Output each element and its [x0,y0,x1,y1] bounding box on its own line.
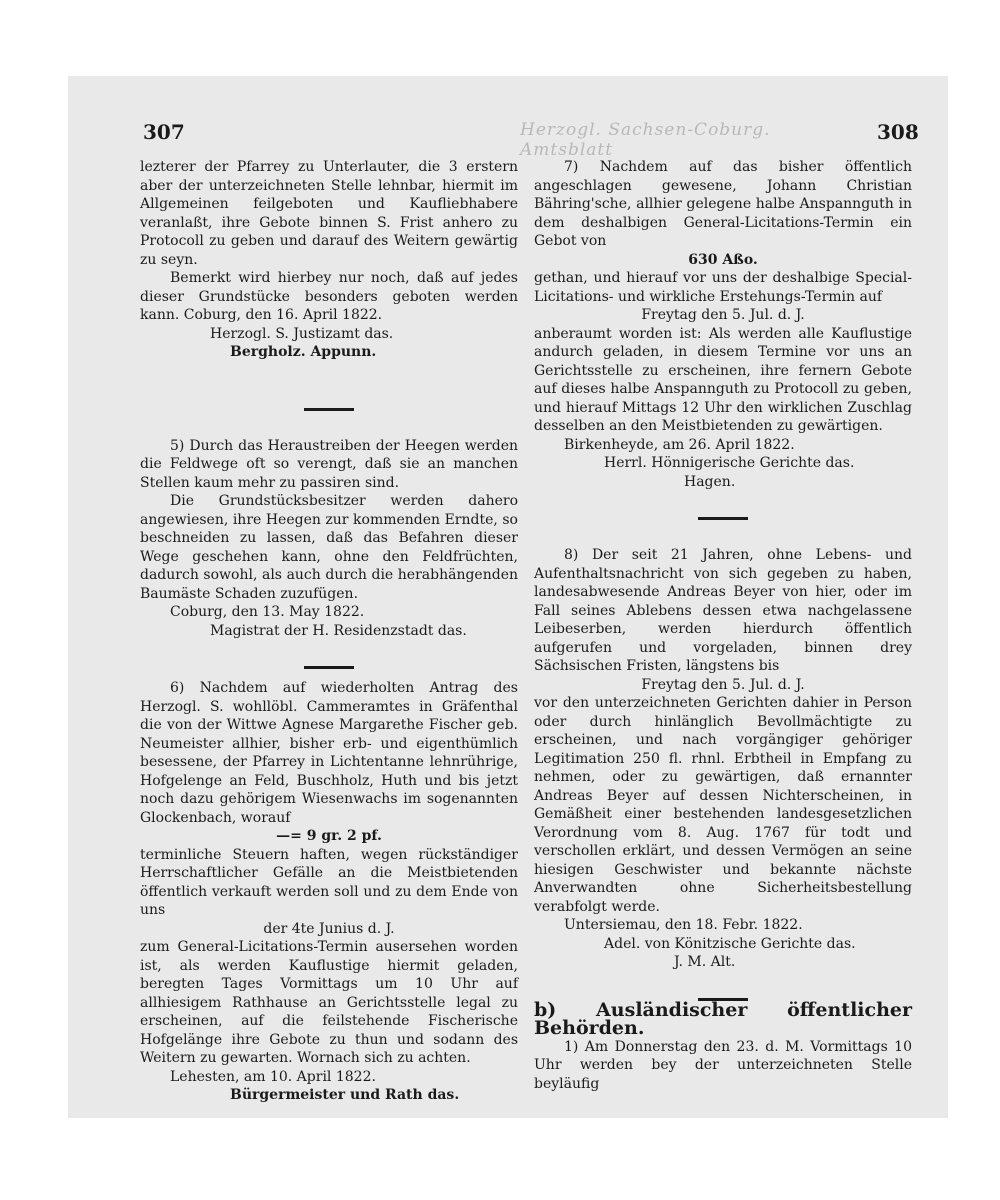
paragraph: 8) Der seit 21 Jahren, ohne Lebens- und Aufenthaltsnachricht von sich gegeben zu haben, landesabwesende Andreas Beyer von hier, oder im Fall seines Ablebens dessen etwa nachgelassene Leibeserben, werden hierdurch öffentlich aufgerufen und vorgeladen, binnen drey Sächsischen Fristen, längstens bis [534,547,912,674]
paragraph: anberaumt worden ist: Als werden alle Kauflustige andurch geladen, in diesem Termine vor uns an Gerichtsstelle zu erscheinen, ihre fernern Gebote auf dieses halbe Anspannguth zu Protocoll zu geben, und hierauf Mittags 12 Uhr den wirklichen Zuschlag desselben an den Meistbietenden zu gewärtigen. [534,325,912,434]
date-line: der 4te Junius d. J. [263,920,395,937]
spacer [534,491,912,517]
spacer [534,520,912,546]
section-heading: b) Ausländischer öffentlicher Behörden. [534,998,912,1039]
signature-names: J. M. Alt. [674,954,736,970]
date-line: Freytag den 5. Jul. d. J. [641,676,805,693]
paragraph: vor den unterzeichneten Gerichten dahier in Person oder durch hinlänglich Bevollmächtigte zu erscheinen, und nach vorgängiger gehöriger Legitimation 250 fl. rhnl. Erbtheil in Empfang zu nehmen, oder zu gewärtigen, daß ernannter Andreas Beyer auf dessen Nichterscheinen, in Gemäßheit einer bestehenden landesgesetzlichen Verordnung vom 8. Aug. 1767 für todt und verschollen erklärt, und dessen Vermögen an seine hiesigen Geschwister und bekannte nächste Anverwandten ohne Sicherheitsbestellung verabfolgt werde. [534,695,912,915]
spacer [140,669,518,679]
spacer [140,411,518,437]
paragraph: 1) Am Donnerstag den 23. d. M. Vormittags 10 Uhr werden bey der unterzeichneten Stelle beyläufig [534,1038,912,1092]
paragraph: lezterer der Pfarrey zu Unterlauter, die 3 erstern aber der unterzeichneten Stelle lehnbar, hiermit im Allgemeinen feilgeboten und Kaufliebhabere veranlaßt, ihre Gebote binnen S. Frist anhero zu Protocoll zu geben und darauf des Weitern gewärtig zu seyn. [140,159,518,268]
place-date: Birkenheyde, am 26. April 1822. [564,436,795,453]
spacer [140,362,518,408]
paragraph: terminliche Steuern haften, wegen rückständiger Herrschaftlicher Gefälle an die Meistbietenden öffentlich verkauft werden soll und zu dem Ende von uns [140,846,518,918]
place-date: Coburg, den 13. May 1822. [170,604,365,620]
paragraph: zum General-Licitations-Termin ausersehen worden ist, als werden Kauflustige hiermit geladen, beregten Tages Vormittags um 10 Uhr auf allhiesigem Rathhause an Gerichtsstelle legal zu erscheinen, auf die feilstehende Fischerische Hofgelänge ihre Gebote zu thun und sodann des Weitern zu gewarten. Wornach sich zu achten. [140,939,518,1066]
right-column [534,158,912,1093]
signature-office: Magistrat der H. Residenzstadt das. [210,622,467,639]
spacer [140,640,518,666]
amount-line: —= 9 gr. 2 pf. [276,828,382,844]
date-line: Freytag den 5. Jul. d. J. [641,307,805,323]
page-number-right: 308 [877,120,919,144]
signature-names: Bergholz. Appunn. [230,344,377,360]
paragraph: gethan, und hierauf vor uns der deshalbige Special-Licitations- und wirkliche Erstehungs-Termin auf [534,270,912,305]
signature-names: Hagen. [684,473,736,490]
place-date: Lehesten, am 10. April 1822. [170,1068,376,1085]
left-column [140,158,518,1105]
paragraph: Die Grundstücksbesitzer werden dahero angewiesen, ihre Heegen zur kommenden Erndte, so beschneiden zu lassen, daß das Befahren dieser Wege geschehen kann, ohne den Feldfrüchten, dadurch sowohl, als auch durch die herabhängenden Baumäste Schaden zuzufügen. [140,493,518,602]
running-head: Herzogl. Sachsen-Coburg. Amtsblatt [520,120,771,160]
place-date: Untersiemau, den 18. Febr. 1822. [564,917,803,933]
amount-line: 630 Aßo. [688,251,758,268]
paragraph: 5) Durch das Heraustreiben der Heegen werden die Feldwege oft so verengt, daß sie an manchen Stellen kaum mehr zu passiren sind. [140,437,518,491]
paragraph: 7) Nachdem auf das bisher öffentlich angeschlagen gewesene, Johann Christian Bähring'sche, allhier gelegene halbe Anspannguth in dem deshalbigen General-Licitations-Termin ein Gebot von [534,159,912,249]
page-number-left: 307 [143,120,185,144]
signature-office: Herzogl. S. Justizamt das. [210,325,394,342]
signature-names: Bürgermeister und Rath das. [230,1087,460,1103]
signature-office: Adel. von Könitzische Gerichte das. [604,935,856,952]
spacer [534,972,912,998]
signature-office: Herrl. Hönnigerische Gerichte das. [604,455,855,471]
paragraph: Bemerkt wird hierbey nur noch, daß auf jedes dieser Grundstücke besonders geboten werden kann. Coburg, den 16. April 1822. [140,270,518,323]
paragraph: 6) Nachdem auf wiederholten Antrag des Herzogl. S. wohllöbl. Cammeramtes in Gräfenthal die von der Wittwe Agnese Margarethe Fischer geb. Neumeister allhier, bisher erb- und eigenthümlich besessene, der Pfarrey in Lichtentanne lehnrührige, Hofgelenge an Feld, Buschholz, Huth und bis jetzt noch dazu gehörigem Wiesenwachs im sogenannten Glockenbach, worauf [140,680,518,826]
